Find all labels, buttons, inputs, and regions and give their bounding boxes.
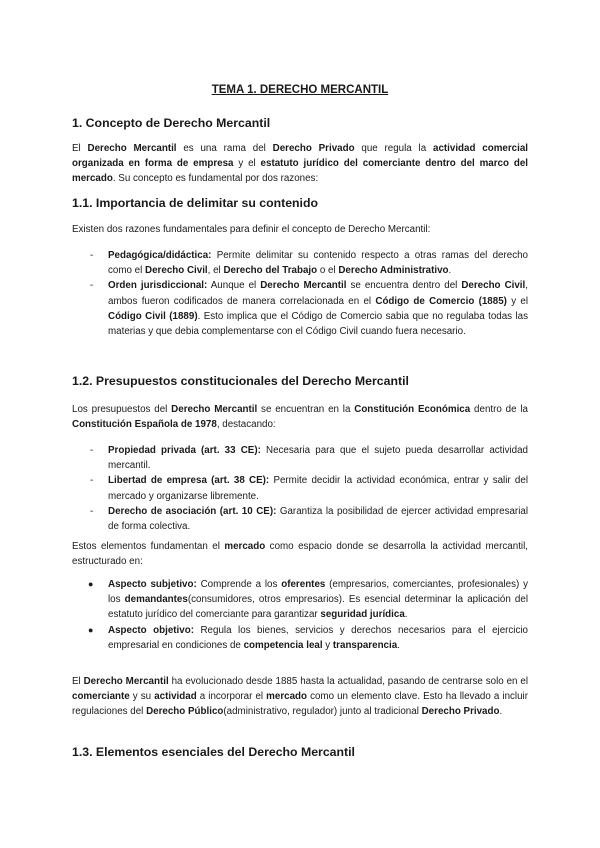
text-run: o el xyxy=(317,265,339,277)
text-run: , destacando: xyxy=(216,419,276,431)
bold-text: Derecho de asociación (art. 10 CE): xyxy=(108,505,277,517)
list-importancia xyxy=(86,248,528,339)
list-item xyxy=(86,473,528,503)
text-run: y su xyxy=(129,691,155,703)
list-item xyxy=(86,504,528,534)
text-run: El xyxy=(72,676,84,687)
list-item xyxy=(86,248,528,278)
text-run: como un elemento clave. Esto ha llevado a incluir regulaciones del xyxy=(72,691,528,718)
para-evolucion xyxy=(72,674,528,720)
list-item xyxy=(86,577,528,623)
bold-text: comerciante xyxy=(72,691,130,703)
text-run: Comprende a los xyxy=(196,579,282,590)
text-run: . Su concepto es fundamental por dos razones: xyxy=(112,173,319,185)
bold-text: Constitución Española de 1978 xyxy=(72,419,217,431)
text-run: dentro de la xyxy=(470,404,528,415)
list-bullet: ● xyxy=(88,624,94,635)
text-run: Permite delimitar su contenido respecto a otras ramas del derecho como el xyxy=(108,250,528,277)
bold-text: Derecho Privado xyxy=(272,143,355,154)
text-run: y el xyxy=(506,295,528,307)
bold-text: actividad comercial organizada en forma de empresa xyxy=(72,143,529,170)
text-run: . Esto implica que el Código de Comercio sabia que no regulaba todas las materias y que debia complementarse con el Código Civil cuando fuera necesario. xyxy=(108,310,529,338)
text-run: (consumidores, otros empresarios). Es esencial determinar la aplicación del estatuto jurídico del comerciante para garantizar xyxy=(108,594,529,621)
text-run: Necesaria para que el sujeto pueda desarrollar actividad mercantil. xyxy=(108,445,528,472)
list-item xyxy=(86,278,528,339)
bold-text: Pedagógica/didáctica: xyxy=(108,250,212,261)
text-run: (administrativo, regulador) junto al tradicional xyxy=(223,706,422,718)
text-run: a incorporar el xyxy=(196,691,267,703)
bold-text: Aspecto subjetivo: xyxy=(108,579,197,590)
bold-text: Orden jurisdiccional: xyxy=(108,280,208,292)
text-run: . xyxy=(448,265,452,277)
text-run: se encuentra dentro del xyxy=(346,280,462,292)
heading-presupuestos: 1.2. Presupuestos constitucionales del Derecho Mercantil xyxy=(72,374,409,388)
bold-text: actividad xyxy=(154,691,197,703)
text-run: que regula la xyxy=(354,143,433,154)
text-run: El xyxy=(72,143,88,154)
bold-text: seguridad jurídica xyxy=(320,609,405,621)
bold-text: Libertad de empresa (art. 38 CE): xyxy=(108,475,270,487)
text-run: , ambos fueron codificados de manera correlacionada en el xyxy=(108,280,528,307)
list-item xyxy=(86,443,528,473)
text-run: Regula los bienes, servicios y derechos necesarios para el ejercicio empresarial en condiciones de xyxy=(108,624,528,651)
bold-text: Derecho Privado xyxy=(421,706,500,718)
list-bullet: - xyxy=(90,250,94,261)
text-run: Existen dos razones fundamentales para definir el concepto de Derecho Mercantil: xyxy=(72,224,431,235)
bold-text: mercado xyxy=(224,541,266,552)
bold-text: Derecho Mercantil xyxy=(260,280,347,292)
bold-text: Derecho Civil xyxy=(461,280,526,292)
heading-concepto: 1. Concepto de Derecho Mercantil xyxy=(72,116,271,130)
text-run: y xyxy=(322,639,333,651)
heading-importancia: 1.1. Importancia de delimitar su contenido xyxy=(72,196,318,210)
list-aspectos xyxy=(86,577,528,653)
text-run: , el xyxy=(207,265,224,277)
bold-text: Código de Comercio (1885) xyxy=(375,295,507,307)
list-bullet: - xyxy=(90,505,94,517)
bold-text: Derecho del Trabajo xyxy=(223,265,318,277)
bold-text: Propiedad privada (art. 33 CE): xyxy=(108,445,261,456)
text-run: ha evolucionado desde 1885 hasta la actualidad, pasando de centrarse solo en el xyxy=(168,676,528,687)
bold-text: Derecho Mercantil xyxy=(87,143,177,154)
text-run: . xyxy=(397,639,400,651)
bold-text: competencia leal xyxy=(243,639,323,651)
text-run: . xyxy=(499,706,503,718)
bold-text: Aspecto objetivo: xyxy=(108,624,194,636)
text-run: (empresarios, comerciantes, profesionales) y los xyxy=(108,579,528,606)
para-importancia-intro xyxy=(72,222,528,237)
para-concepto xyxy=(72,141,528,187)
bold-text: Código Civil (1889) xyxy=(108,310,198,322)
bold-text: oferentes xyxy=(281,579,326,590)
document-title: TEMA 1. DERECHO MERCANTIL xyxy=(211,84,389,96)
text-run: como espacio donde se desarrolla la actividad mercantil, estructurado en: xyxy=(72,541,528,568)
list-item xyxy=(86,623,528,653)
text-run: Permite decidir la actividad económica, entrar y salir del mercado y organizarse libremente. xyxy=(108,475,528,502)
bold-text: mercado xyxy=(266,691,307,703)
text-run: es una rama del xyxy=(176,143,273,154)
text-run: Los presupuestos del xyxy=(72,404,172,415)
list-bullet: - xyxy=(90,445,94,456)
bold-text: transparencia xyxy=(332,639,398,651)
text-run: Aunque el xyxy=(207,280,261,292)
bold-text: Derecho Civil xyxy=(145,265,208,277)
text-run: se encuentran en la xyxy=(257,404,355,415)
text-run: . xyxy=(404,609,408,621)
bold-text: demandantes xyxy=(124,594,188,606)
bold-text: Derecho Administrativo xyxy=(338,265,449,277)
bold-text: Constitución Económica xyxy=(354,404,471,415)
para-mercado xyxy=(72,539,528,569)
list-presupuestos xyxy=(86,443,528,534)
text-run: y el xyxy=(233,158,261,170)
bold-text: estatuto jurídico del comerciante dentro del marco del mercado xyxy=(72,158,528,185)
text-run: Estos elementos fundamentan el xyxy=(72,541,225,552)
list-bullet: - xyxy=(90,280,94,292)
bold-text: Derecho Mercantil xyxy=(171,404,258,415)
heading-elementos: 1.3. Elementos esenciales del Derecho Mercantil xyxy=(72,745,355,759)
para-presupuestos-intro xyxy=(72,402,528,432)
list-bullet: ● xyxy=(88,579,94,589)
bold-text: Derecho Mercantil xyxy=(83,676,169,687)
bold-text: Derecho Público xyxy=(146,706,224,718)
list-bullet: - xyxy=(90,475,94,487)
text-run: Garantiza la posibilidad de ejercer actividad empresarial de forma colectiva. xyxy=(108,505,528,533)
